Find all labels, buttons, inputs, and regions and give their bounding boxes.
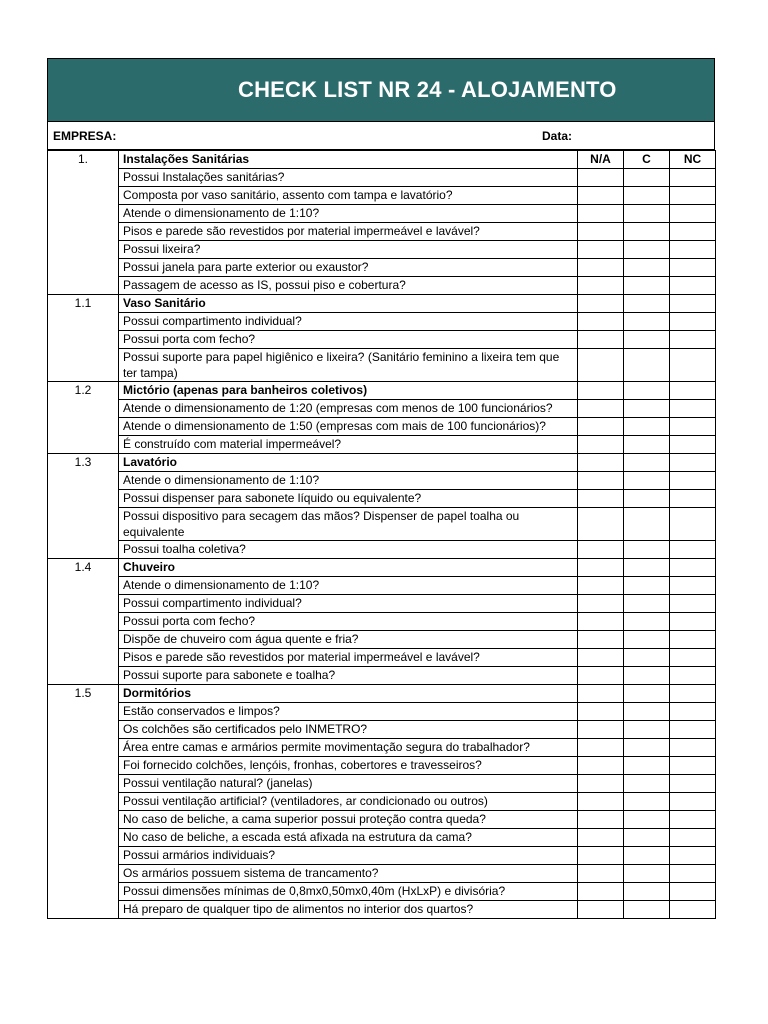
check-cell-nc[interactable] — [670, 793, 716, 811]
check-cell-c[interactable] — [624, 169, 670, 187]
checklist-item-row — [48, 775, 716, 793]
checklist-item-text: Foi fornecido colchões, lençóis, fronhas, cobertores e travesseiros? — [119, 757, 578, 775]
check-cell-c[interactable] — [624, 649, 670, 667]
check-cell-nc[interactable] — [670, 241, 716, 259]
check-cell[interactable] — [578, 559, 624, 577]
check-cell-na[interactable] — [578, 757, 624, 775]
check-cell[interactable] — [670, 454, 716, 472]
checklist-item-text: No caso de beliche, a cama superior possui proteção contra queda? — [119, 811, 578, 829]
check-cell-nc[interactable] — [670, 649, 716, 667]
check-cell-nc[interactable] — [670, 721, 716, 739]
check-cell-na[interactable] — [578, 277, 624, 295]
section-title: Chuveiro — [119, 559, 578, 577]
section-number: 1.5 — [48, 685, 119, 919]
check-cell-c[interactable] — [624, 472, 670, 490]
check-cell-c[interactable] — [624, 721, 670, 739]
checklist-item-text: Área entre camas e armários permite movimentação segura do trabalhador? — [119, 739, 578, 757]
section-title: Dormitórios — [119, 685, 578, 703]
checklist-item-text: Possui compartimento individual? — [119, 595, 578, 613]
check-cell-c[interactable] — [624, 541, 670, 559]
checklist-item-row — [48, 847, 716, 865]
checklist-item-row — [48, 739, 716, 757]
check-cell-na[interactable] — [578, 472, 624, 490]
check-cell-nc[interactable] — [670, 508, 716, 541]
section-title: Instalações Sanitárias — [119, 151, 578, 169]
section-header-row — [48, 295, 716, 313]
check-cell-nc[interactable] — [670, 331, 716, 349]
check-cell-c[interactable] — [624, 793, 670, 811]
check-cell-c[interactable] — [624, 331, 670, 349]
check-cell-nc[interactable] — [670, 205, 716, 223]
check-cell-nc[interactable] — [670, 169, 716, 187]
check-cell-nc[interactable] — [670, 811, 716, 829]
checklist-item-text: É construído com material impermeável? — [119, 436, 578, 454]
check-cell-nc[interactable] — [670, 277, 716, 295]
checklist-item-row — [48, 313, 716, 331]
checklist-item-text: Possui lixeira? — [119, 241, 578, 259]
checklist-item-text: Estão conservados e limpos? — [119, 703, 578, 721]
check-cell[interactable] — [624, 685, 670, 703]
check-cell-c[interactable] — [624, 241, 670, 259]
checklist-item-text: Composta por vaso sanitário, assento com tampa e lavatório? — [119, 187, 578, 205]
checklist-item-row — [48, 829, 716, 847]
check-cell-nc[interactable] — [670, 703, 716, 721]
check-cell-na[interactable] — [578, 847, 624, 865]
checklist-item-text: Atende o dimensionamento de 1:10? — [119, 577, 578, 595]
check-cell-nc[interactable] — [670, 577, 716, 595]
check-cell-c[interactable] — [624, 490, 670, 508]
check-cell-na[interactable] — [578, 541, 624, 559]
check-cell-na[interactable] — [578, 631, 624, 649]
check-cell-c[interactable] — [624, 400, 670, 418]
check-cell-nc[interactable] — [670, 436, 716, 454]
checklist-item-text: Possui porta com fecho? — [119, 331, 578, 349]
check-cell-na[interactable] — [578, 901, 624, 919]
checklist-item-row — [48, 241, 716, 259]
check-cell-na[interactable] — [578, 793, 624, 811]
check-cell-c[interactable] — [624, 757, 670, 775]
check-cell-na[interactable] — [578, 811, 624, 829]
title-bar — [47, 58, 715, 122]
checklist-item-row — [48, 649, 716, 667]
check-cell-c[interactable] — [624, 739, 670, 757]
checklist-item-row — [48, 577, 716, 595]
check-cell[interactable] — [670, 382, 716, 400]
section-number: 1. — [48, 151, 119, 295]
section-header-row — [48, 559, 716, 577]
check-cell-c[interactable] — [624, 577, 670, 595]
check-cell-c[interactable] — [624, 703, 670, 721]
section-title: Lavatório — [119, 454, 578, 472]
section-header-row — [48, 382, 716, 400]
check-cell-c[interactable] — [624, 631, 670, 649]
check-cell[interactable] — [624, 382, 670, 400]
checklist-item-text: Atende o dimensionamento de 1:10? — [119, 472, 578, 490]
check-cell[interactable] — [578, 295, 624, 313]
checklist-item-text: Possui suporte para sabonete e toalha? — [119, 667, 578, 685]
check-cell-na[interactable] — [578, 883, 624, 901]
check-cell[interactable] — [624, 454, 670, 472]
check-cell-na[interactable] — [578, 187, 624, 205]
checklist-item-text: Possui suporte para papel higiênico e lixeira? (Sanitário feminino a lixeira tem que ter tampa) — [119, 349, 578, 382]
check-cell-nc[interactable] — [670, 631, 716, 649]
check-cell-c[interactable] — [624, 775, 670, 793]
check-cell-c[interactable] — [624, 865, 670, 883]
checklist-item-text: Possui compartimento individual? — [119, 313, 578, 331]
checklist-item-row — [48, 259, 716, 277]
empresa-label: EMPRESA: — [53, 128, 117, 143]
check-cell-c[interactable] — [624, 811, 670, 829]
checklist-item-text: Possui dimensões mínimas de 0,8mx0,50mx0,40m (HxLxP) e divisória? — [119, 883, 578, 901]
checklist-item-row — [48, 490, 716, 508]
check-cell-na[interactable] — [578, 613, 624, 631]
check-cell-nc[interactable] — [670, 901, 716, 919]
section-number: 1.1 — [48, 295, 119, 382]
checklist-sheet — [47, 58, 715, 919]
checklist-item-text: No caso de beliche, a escada está afixada na estrutura da cama? — [119, 829, 578, 847]
check-cell-nc[interactable] — [670, 187, 716, 205]
check-cell-na[interactable] — [578, 349, 624, 382]
checklist-item-row — [48, 865, 716, 883]
check-cell-na[interactable] — [578, 331, 624, 349]
check-cell-c[interactable] — [624, 223, 670, 241]
check-cell-na[interactable] — [578, 667, 624, 685]
check-cell-c[interactable] — [624, 508, 670, 541]
check-cell-na[interactable] — [578, 490, 624, 508]
checklist-item-row — [48, 901, 716, 919]
check-cell-nc[interactable] — [670, 400, 716, 418]
checklist-item-text: Possui porta com fecho? — [119, 613, 578, 631]
check-cell-na[interactable] — [578, 436, 624, 454]
checklist-item-text: Possui Instalações sanitárias? — [119, 169, 578, 187]
checklist-item-row — [48, 793, 716, 811]
check-cell-na[interactable] — [578, 649, 624, 667]
check-cell-na[interactable] — [578, 259, 624, 277]
checklist-item-row — [48, 883, 716, 901]
checklist-table — [47, 150, 716, 919]
check-cell-c[interactable] — [624, 277, 670, 295]
check-cell-c[interactable] — [624, 436, 670, 454]
checklist-item-text: Os colchões são certificados pelo INMETRO? — [119, 721, 578, 739]
checklist-item-text: Possui dispositivo para secagem das mãos? Dispenser de papel toalha ou equivalente — [119, 508, 578, 541]
check-cell-c[interactable] — [624, 883, 670, 901]
check-cell-na[interactable] — [578, 865, 624, 883]
check-cell-na[interactable] — [578, 418, 624, 436]
check-cell-nc[interactable] — [670, 847, 716, 865]
checklist-item-text: Possui toalha coletiva? — [119, 541, 578, 559]
check-cell-nc[interactable] — [670, 775, 716, 793]
check-cell-nc[interactable] — [670, 757, 716, 775]
checklist-item-text: Possui ventilação natural? (janelas) — [119, 775, 578, 793]
check-cell-c[interactable] — [624, 187, 670, 205]
checklist-item-row — [48, 613, 716, 631]
check-cell-c[interactable] — [624, 418, 670, 436]
data-label: Data: — [542, 128, 573, 143]
check-cell-c[interactable] — [624, 259, 670, 277]
checklist-item-row — [48, 667, 716, 685]
check-cell-nc[interactable] — [670, 472, 716, 490]
checklist-item-row — [48, 223, 716, 241]
check-cell-nc[interactable] — [670, 667, 716, 685]
checklist-item-text: Os armários possuem sistema de trancamento? — [119, 865, 578, 883]
page-title: CHECK LIST NR 24 - ALOJAMENTO — [238, 77, 617, 102]
check-cell-na[interactable] — [578, 829, 624, 847]
check-cell[interactable] — [670, 295, 716, 313]
checklist-item-row — [48, 436, 716, 454]
check-cell-c[interactable] — [624, 595, 670, 613]
section-header-row — [48, 685, 716, 703]
check-cell[interactable] — [578, 685, 624, 703]
column-header: N/A — [578, 151, 624, 169]
checklist-item-row — [48, 331, 716, 349]
check-cell[interactable] — [670, 685, 716, 703]
checklist-item-text: Atende o dimensionamento de 1:10? — [119, 205, 578, 223]
check-cell[interactable] — [578, 454, 624, 472]
check-cell-na[interactable] — [578, 223, 624, 241]
check-cell-nc[interactable] — [670, 739, 716, 757]
check-cell-na[interactable] — [578, 721, 624, 739]
checklist-item-text: Pisos e parede são revestidos por material impermeável e lavável? — [119, 223, 578, 241]
check-cell-na[interactable] — [578, 739, 624, 757]
checklist-item-row — [48, 703, 716, 721]
section-title: Vaso Sanitário — [119, 295, 578, 313]
checklist-item-text: Possui ventilação artificial? (ventiladores, ar condicionado ou outros) — [119, 793, 578, 811]
check-cell-na[interactable] — [578, 313, 624, 331]
check-cell-na[interactable] — [578, 241, 624, 259]
checklist-item-row — [48, 277, 716, 295]
check-cell-c[interactable] — [624, 313, 670, 331]
checklist-item-row — [48, 721, 716, 739]
checklist-item-row — [48, 205, 716, 223]
check-cell-nc[interactable] — [670, 349, 716, 382]
check-cell-nc[interactable] — [670, 490, 716, 508]
check-cell-nc[interactable] — [670, 883, 716, 901]
check-cell[interactable] — [624, 559, 670, 577]
check-cell-nc[interactable] — [670, 865, 716, 883]
check-cell-nc[interactable] — [670, 259, 716, 277]
check-cell-nc[interactable] — [670, 595, 716, 613]
check-cell-na[interactable] — [578, 169, 624, 187]
check-cell[interactable] — [624, 295, 670, 313]
checklist-item-text: Atende o dimensionamento de 1:20 (empresas com menos de 100 funcionários? — [119, 400, 578, 418]
check-cell-c[interactable] — [624, 901, 670, 919]
checklist-item-text: Passagem de acesso as IS, possui piso e cobertura? — [119, 277, 578, 295]
checklist-item-row — [48, 169, 716, 187]
check-cell-na[interactable] — [578, 595, 624, 613]
checklist-item-row — [48, 418, 716, 436]
checklist-item-text: Atende o dimensionamento de 1:50 (empresas com mais de 100 funcionários)? — [119, 418, 578, 436]
section-title: Mictório (apenas para banheiros coletivos) — [119, 382, 578, 400]
checklist-item-row — [48, 508, 716, 541]
check-cell-c[interactable] — [624, 847, 670, 865]
section-number: 1.3 — [48, 454, 119, 559]
section-number: 1.4 — [48, 559, 119, 685]
check-cell-c[interactable] — [624, 613, 670, 631]
column-header: C — [624, 151, 670, 169]
checklist-item-row — [48, 595, 716, 613]
info-row — [47, 122, 715, 150]
checklist-item-text: Há preparo de qualquer tipo de alimentos no interior dos quartos? — [119, 901, 578, 919]
checklist-item-text: Dispõe de chuveiro com água quente e fria? — [119, 631, 578, 649]
check-cell-nc[interactable] — [670, 613, 716, 631]
check-cell-na[interactable] — [578, 577, 624, 595]
section-header-row — [48, 454, 716, 472]
check-cell-c[interactable] — [624, 829, 670, 847]
checklist-item-text: Pisos e parede são revestidos por material impermeável e lavável? — [119, 649, 578, 667]
check-cell-c[interactable] — [624, 667, 670, 685]
check-cell-c[interactable] — [624, 349, 670, 382]
check-cell[interactable] — [670, 559, 716, 577]
check-cell-na[interactable] — [578, 775, 624, 793]
check-cell-na[interactable] — [578, 205, 624, 223]
check-cell-c[interactable] — [624, 205, 670, 223]
check-cell-nc[interactable] — [670, 313, 716, 331]
check-cell-na[interactable] — [578, 400, 624, 418]
check-cell-na[interactable] — [578, 508, 624, 541]
column-header: NC — [670, 151, 716, 169]
checklist-item-row — [48, 349, 716, 382]
check-cell-na[interactable] — [578, 703, 624, 721]
checklist-item-row — [48, 400, 716, 418]
check-cell-nc[interactable] — [670, 418, 716, 436]
checklist-item-row — [48, 811, 716, 829]
section-number: 1.2 — [48, 382, 119, 454]
checklist-item-text: Possui dispenser para sabonete líquido ou equivalente? — [119, 490, 578, 508]
check-cell-nc[interactable] — [670, 829, 716, 847]
section-header-row — [48, 151, 716, 169]
check-cell[interactable] — [578, 382, 624, 400]
checklist-item-row — [48, 757, 716, 775]
checklist-item-row — [48, 472, 716, 490]
checklist-item-row — [48, 187, 716, 205]
check-cell-nc[interactable] — [670, 223, 716, 241]
checklist-item-text: Possui armários individuais? — [119, 847, 578, 865]
checklist-item-row — [48, 631, 716, 649]
check-cell-nc[interactable] — [670, 541, 716, 559]
checklist-item-text: Possui janela para parte exterior ou exaustor? — [119, 259, 578, 277]
checklist-item-row — [48, 541, 716, 559]
